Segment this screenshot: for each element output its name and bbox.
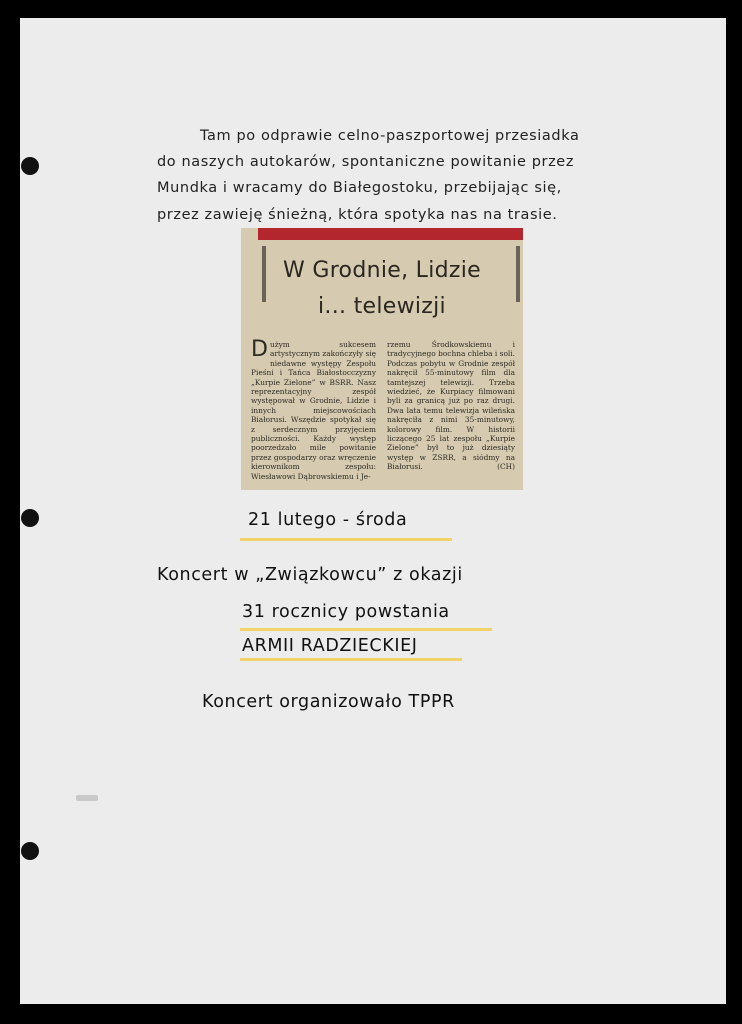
clipping-title-line-1: W Grodnie, Lidzie [283,258,481,283]
intro-line-2: do naszych autokarów, spontaniczne powitanie przez [157,154,575,170]
date-heading: 21 lutego - środa [248,510,408,530]
clipping-column-2-text: rzemu Środkowskiemu i tradycyjnego bochna chleba i soli. Podczas pobytu w Grodnie zespół nakręcił 55-minutowy film dla tamtejszej telewizji. Trzeba wiedzieć, że Kurpiacy filmowani byli za granicą już po raz drugi. Dwa lata temu telewizja wileńska nakręciła z nimi 35-minutowy, kolorowy film. W historii liczącego 25 lat zespołu „Kurpie Zielone” był to już dziesiąty występ w ZSRR, a siódmy na Białorusi. [387,340,515,472]
clipping-drop-cap: D [251,337,268,362]
binder-hole [21,157,39,175]
clipping-header-stripe [258,228,523,240]
anniversary-highlight [240,628,492,631]
army-highlight [240,658,462,661]
intro-line-3: Mundka i wracamy do Białegostoku, przebijając się, [157,180,562,196]
newspaper-clipping [241,228,523,490]
army-line: ARMII RADZIECKIEJ [242,636,418,656]
anniversary-line: 31 rocznicy powstania [242,602,450,622]
intro-line-1: Tam po odprawie celno-paszportowej przesiadka [200,128,580,144]
binder-hole [21,509,39,527]
binder-hole [21,842,39,860]
organizer-line: Koncert organizowało TPPR [202,692,455,712]
concert-line: Koncert w „Związkowcu” z okazji [157,565,463,585]
clipping-title-line-2: i... telewizji [318,294,446,319]
intro-line-4: przez zawieję śnieżną, która spotyka nas na trasie. [157,207,558,223]
clipping-column-1 [251,337,376,481]
clipping-column-2 [387,340,515,472]
date-highlight [240,538,452,541]
pencil-mark [76,795,98,801]
clipping-signature: (CH) [497,462,515,472]
clipping-column-1-text: użym sukcesem artystycznym zakończyły się niedawne występy Zespołu Pieśni i Tańca Białostocczyzny „Kurpie Zielone” w BSRR. Nasz reprezentacyjny zespół występował w Grodnie, Lidzie i innych miejscowościach Białorusi. Wszędzie spotykał się z serdecznym przyjęciem publiczności. Każdy występ poorzedzało mile powitanie przez gospodarzy oraz wręczenie kierownikom zespołu: Wiesławowi Dąbrowskiemu i Je- [251,340,376,481]
